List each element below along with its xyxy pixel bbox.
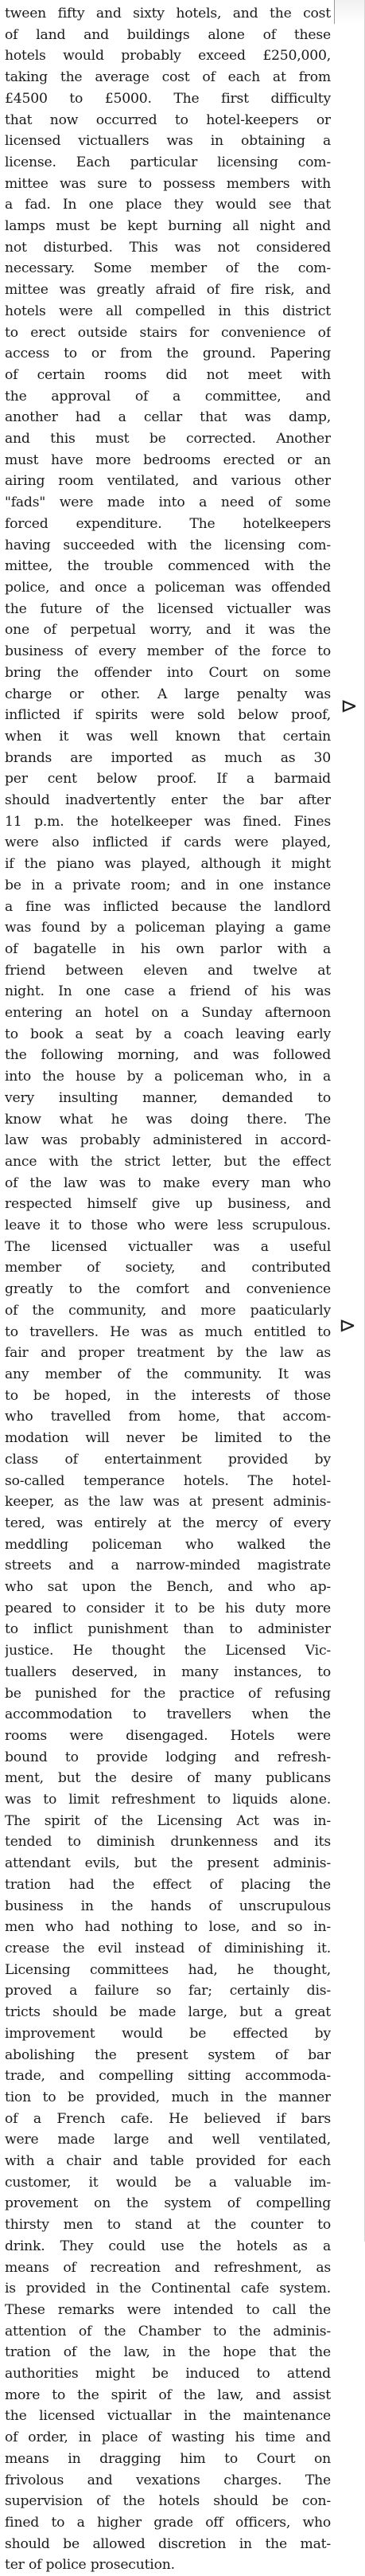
article-line: business of every member of the force to bbox=[5, 643, 331, 660]
article-line: lamps must be kept burning all night and bbox=[5, 218, 331, 235]
article-line: of bagatelle in his own parlor with a bbox=[5, 940, 331, 957]
article-line: rooms were disengaged. Hotels were bbox=[5, 1727, 331, 1744]
article-line: access to or from the ground. Papering bbox=[5, 346, 331, 362]
article-line: having succeeded with the licensing com- bbox=[5, 537, 331, 553]
article-line: tered, was entirely at the mercy of every bbox=[5, 1515, 331, 1531]
article-line: more to the spirit of the law, and assist bbox=[5, 2386, 331, 2403]
article-line: tuallers deserved, in many instances, to bbox=[5, 1663, 331, 1680]
article-line: crease the evil instead of diminishing it. bbox=[5, 1940, 331, 1956]
article-line: the licensed victuallar in the maintenance bbox=[5, 2408, 331, 2425]
article-line: keeper, as the law was at present adminis- bbox=[5, 1494, 331, 1511]
article-line: so-called temperance hotels. The hotel- bbox=[5, 1472, 331, 1489]
article-line: bring the offender into Court on some bbox=[5, 664, 331, 681]
article-line: who travelled from home, that accom- bbox=[5, 1409, 331, 1425]
article-line: into the house by a policeman who, in a bbox=[5, 1069, 331, 1085]
article-line: tricts should be made large, but a great bbox=[5, 2004, 331, 2021]
article-line: abolishing the present system of bar bbox=[5, 2046, 331, 2063]
article-column bbox=[5, 3, 331, 2576]
article-line: The licensed victualler was a useful bbox=[5, 1238, 331, 1255]
article-line: "fads" were made into a need of some bbox=[5, 494, 331, 511]
article-line: attendant evils, but the present adminis- bbox=[5, 1855, 331, 1872]
margin-pointer-icon: ⊳ bbox=[339, 1314, 356, 1338]
article-line: be in a private room; and in one instance bbox=[5, 877, 331, 893]
article-line: were made large and well ventilated, bbox=[5, 2132, 331, 2148]
article-line: inflicted if spirits were sold below proof, bbox=[5, 707, 331, 724]
article-line: if the piano was played, although it might bbox=[5, 856, 331, 873]
article-line: were also inflicted if cards were played, bbox=[5, 835, 331, 851]
article-line: one of perpetual worry, and it was the bbox=[5, 622, 331, 639]
article-line: streets and a narrow-minded magistrate bbox=[5, 1558, 331, 1574]
article-line: forced expenditure. The hotelkeepers bbox=[5, 515, 331, 532]
article-line: taking the average cost of each at from bbox=[5, 69, 331, 86]
article-line: frivolous and vexations charges. The bbox=[5, 2472, 331, 2488]
article-line: night. In one case a friend of his was bbox=[5, 983, 331, 1000]
article-line: means in dragging him to Court on bbox=[5, 2450, 331, 2467]
article-line: licensed victuallers was in obtaining a bbox=[5, 133, 331, 150]
article-line: tended to diminish drunkenness and its bbox=[5, 1834, 331, 1851]
article-line: fair and proper treatment by the law as bbox=[5, 1345, 331, 1362]
article-line: peared to consider it to be his duty more bbox=[5, 1600, 331, 1616]
page-corner-fold bbox=[334, 0, 365, 24]
article-line: be punished for the practice of refusing bbox=[5, 1685, 331, 1702]
article-line: mittee was greatly afraid of fire risk, and bbox=[5, 282, 331, 299]
article-line: hotels were all compelled in this district bbox=[5, 303, 331, 319]
article-line: men who had nothing to lose, and so in- bbox=[5, 1919, 331, 1936]
article-line: class of entertainment provided by bbox=[5, 1451, 331, 1468]
article-line: ment, but the desire of many publicans bbox=[5, 1770, 331, 1787]
article-line: modation will never be limited to the bbox=[5, 1430, 331, 1447]
article-line: Licensing committees had, he thought, bbox=[5, 1961, 331, 1978]
article-line: necessary. Some member of the com- bbox=[5, 260, 331, 277]
article-line: the approval of a committee, and bbox=[5, 388, 331, 405]
article-line: tration had the effect of placing the bbox=[5, 1876, 331, 1893]
article-line: friend between eleven and twelve at bbox=[5, 962, 331, 979]
article-line: tration of the law, in the hope that the bbox=[5, 2344, 331, 2361]
article-line: meddling policeman who walked the bbox=[5, 1536, 331, 1553]
article-line: of the community, and more paaticularly bbox=[5, 1302, 331, 1319]
article-line: drink. They could use the hotels as a bbox=[5, 2238, 331, 2254]
article-line: justice. He thought the Licensed Vic- bbox=[5, 1643, 331, 1659]
article-line: of land and buildings alone of these bbox=[5, 26, 331, 43]
article-line: was found by a policeman playing a game bbox=[5, 920, 331, 936]
article-line: the future of the licensed victualler was bbox=[5, 600, 331, 617]
article-line: ance with the strict letter, but the effect bbox=[5, 1153, 331, 1170]
article-line: attention of the Chamber to the adminis- bbox=[5, 2323, 331, 2340]
article-line: respected himself give up business, and bbox=[5, 1196, 331, 1213]
article-line: know what he was doing there. The bbox=[5, 1111, 331, 1128]
article-line: 11 p.m. the hotelkeeper was fined. Fines bbox=[5, 813, 331, 830]
article-line: authorities might be induced to attend bbox=[5, 2366, 331, 2383]
article-line: mittee was sure to possess members with bbox=[5, 175, 331, 192]
article-line: to inflict punishment than to administer bbox=[5, 1621, 331, 1638]
article-line: tween fifty and sixty hotels, and the cost bbox=[5, 6, 331, 21]
article-line: improvement would be effected by bbox=[5, 2025, 331, 2042]
article-line: leave it to those who were less scrupulous. bbox=[5, 1218, 331, 1234]
article-line: that now occurred to hotel-keepers or bbox=[5, 111, 331, 128]
article-line: accommodation to travellers when the bbox=[5, 1706, 331, 1723]
article-line: brands are imported as much as 30 bbox=[5, 749, 331, 766]
article-line: of certain rooms did not meet with bbox=[5, 366, 331, 383]
article-line: very insulting manner, demanded to bbox=[5, 1089, 331, 1106]
article-line: member of society, and contributed bbox=[5, 1260, 331, 1276]
article-line: when it was well known that certain bbox=[5, 728, 331, 745]
article-line: fined to a higher grade off officers, who bbox=[5, 2514, 331, 2531]
article-line: trade, and compelling sitting accommoda- bbox=[5, 2068, 331, 2085]
article-line: who sat upon the Bench, and who ap- bbox=[5, 1579, 331, 1596]
article-line: of order, in place of wasting his time and bbox=[5, 2429, 331, 2446]
article-line: license. Each particular licensing com- bbox=[5, 154, 331, 170]
article-line: provement on the system of compelling bbox=[5, 2195, 331, 2212]
article-line: was to limit refreshment to liquids alone. bbox=[5, 1792, 331, 1808]
article-line: with a chair and table provided for each bbox=[5, 2153, 331, 2170]
article-line: and this must be corrected. Another bbox=[5, 431, 331, 448]
article-line: should be allowed discretion in the mat- bbox=[5, 2535, 331, 2552]
margin-pointer-icon: ⊳ bbox=[340, 694, 358, 718]
article-line: must have more bedrooms erected or an bbox=[5, 451, 331, 468]
article-line: not disturbed. This was not considered bbox=[5, 239, 331, 256]
article-line: a fad. In one place they would see that bbox=[5, 197, 331, 213]
article-line: £4500 to £5000. The first difficulty bbox=[5, 90, 331, 107]
article-line: airing room ventilated, and various other bbox=[5, 473, 331, 490]
article-line: per cent below proof. If a barmaid bbox=[5, 771, 331, 788]
article-line: charge or other. A large penalty was bbox=[5, 686, 331, 702]
article-line: to erect outside stairs for convenience of bbox=[5, 324, 331, 341]
article-line: tion to be provided, much in the manner bbox=[5, 2089, 331, 2105]
article-line: a fine was inflicted because the landlord bbox=[5, 898, 331, 915]
article-line: business in the hands of unscrupulous bbox=[5, 1898, 331, 1914]
article-line: means of recreation and refreshment, as bbox=[5, 2259, 331, 2276]
article-line: is provided in the Continental cafe system. bbox=[5, 2281, 331, 2297]
article-line: the following morning, and was followed bbox=[5, 1047, 331, 1064]
article-line: of the law was to make every man who bbox=[5, 1175, 331, 1191]
article-line: to book a seat by a coach leaving early bbox=[5, 1026, 331, 1042]
article-line: thirsty men to stand at the counter to bbox=[5, 2217, 331, 2234]
article-line: law was probably administered in accord- bbox=[5, 1132, 331, 1149]
article-line: should inadvertently enter the bar after bbox=[5, 792, 331, 809]
article-line: entering an hotel on a Sunday afternoon bbox=[5, 1005, 331, 1022]
article-line: proved a failure so far; certainly dis- bbox=[5, 1983, 331, 1999]
article-line: another had a cellar that was damp, bbox=[5, 409, 331, 426]
article-line: of a French cafe. He believed if bars bbox=[5, 2110, 331, 2127]
article-line: customer, it would be a valuable im- bbox=[5, 2174, 331, 2191]
article-line: ter of police prosecution. bbox=[5, 2557, 175, 2574]
article-line: police, and once a policeman was offended bbox=[5, 579, 331, 596]
article-line: to travellers. He was as much entitled to bbox=[5, 1323, 331, 1340]
article-line: greatly to the comfort and convenience bbox=[5, 1281, 331, 1298]
article-line: hotels would probably exceed £250,000, bbox=[5, 48, 331, 64]
article-line: any member of the community. It was bbox=[5, 1366, 331, 1382]
article-line: The spirit of the Licensing Act was in- bbox=[5, 1812, 331, 1829]
article-line: These remarks were intended to call the bbox=[5, 2301, 331, 2318]
article-line: mittee, the trouble commenced with the bbox=[5, 558, 331, 575]
article-line: to be hoped, in the interests of those bbox=[5, 1387, 331, 1404]
article-line: bound to provide lodging and refresh- bbox=[5, 1749, 331, 1765]
article-line: supervision of the hotels should be con- bbox=[5, 2493, 331, 2510]
